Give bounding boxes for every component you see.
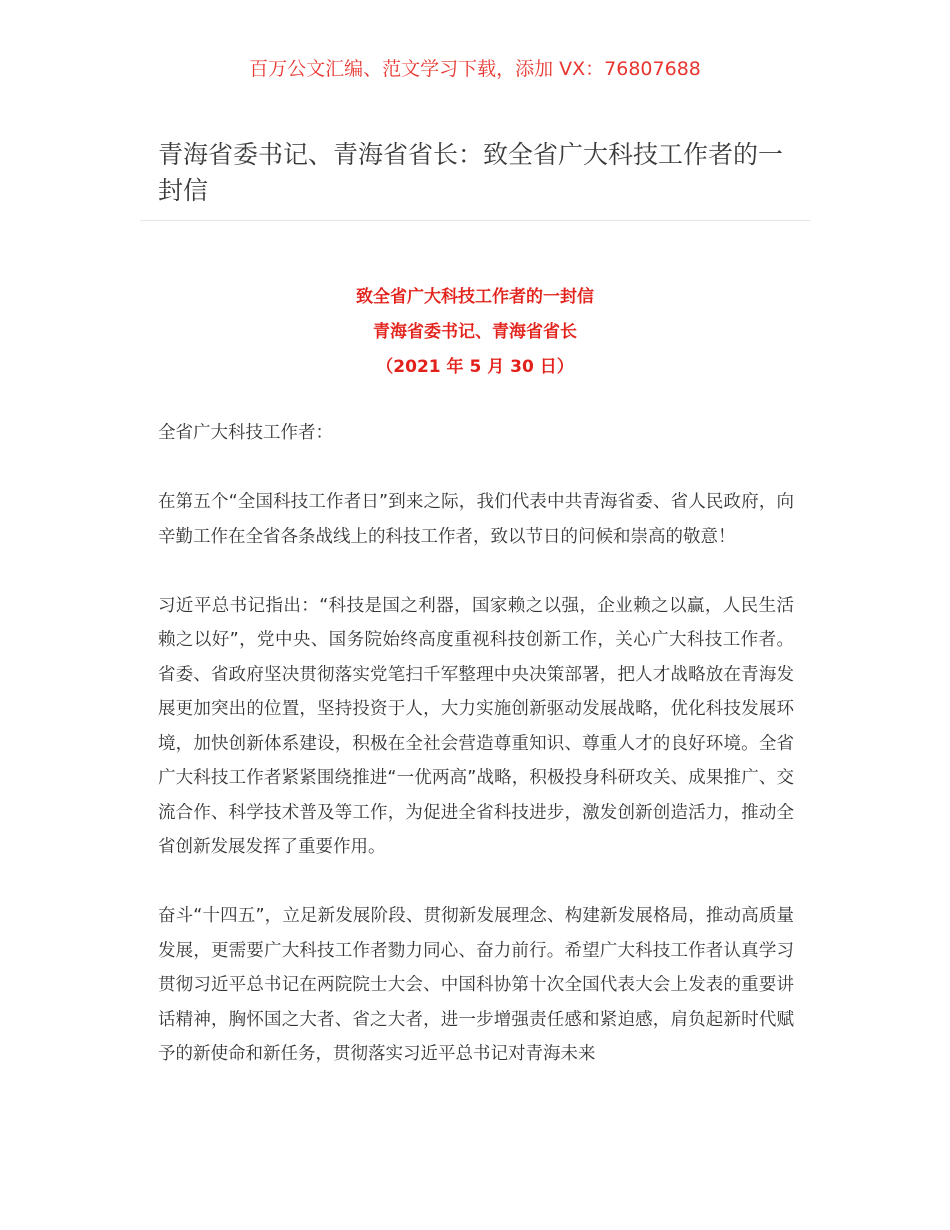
letter-salutation: 全省广大科技工作者： <box>158 423 333 443</box>
paragraph: 在第五个“全国科技工作者日”到来之际，我们代表中共青海省委、省人民政府，向辛勤工作在全省各条战线上的科技工作者，致以节日的问候和崇高的敬意！ <box>158 492 794 547</box>
letter-date: （2021 年 5 月 30 日） <box>376 357 574 377</box>
paragraph: 习近平总书记指出：“科技是国之利器，国家赖之以强，企业赖之以赢，人民生活赖之以好”，党中央、国务院始终高度重视科技创新工作，关心广大科技工作者。省委、省政府坚决贯彻落实党笔扫千军整理中央决策部署，把人才战略放在青海发展更加突出的位置，坚持投资于人，大力实施创新驱动发展战略，优化科技发展环境，加快创新体系建设，积极在全社会营造尊重知识、尊重人才的良好环境。全省广大科技工作者紧紧围绕推进“一优两高”战略，积极投身科研攻关、成果推广、交流合作、科学技术普及等工作，为促进全省科技进步，激发创新创造活力，推动全省创新发展发挥了重要作用。 <box>158 595 794 857</box>
letter-heading: 致全省广大科技工作者的一封信 <box>356 287 594 307</box>
letter-body <box>158 416 794 1106</box>
download-banner: 百万公文汇编、范文学习下载，添加 VX：76807688 <box>249 58 701 80</box>
letter-signatory: 青海省委书记、青海省省长 <box>373 322 577 342</box>
letter-heading-block <box>0 280 950 385</box>
title-divider <box>140 220 810 221</box>
paragraph: 奋斗“十四五”，立足新发展阶段、贯彻新发展理念、构建新发展格局，推动高质量发展，更需要广大科技工作者勠力同心、奋力前行。希望广大科技工作者认真学习贯彻习近平总书记在两院院士大会、中国科协第十次全国代表大会上发表的重要讲话精神，胸怀国之大者、省之大者，进一步增强责任感和紧迫感，肩负起新时代赋予的新使命和新任务，贯彻落实习近平总书记对青海未来 <box>158 906 794 1064</box>
article-title: 青海省委书记、青海省省长：致全省广大科技工作者的一封信 <box>158 140 784 205</box>
